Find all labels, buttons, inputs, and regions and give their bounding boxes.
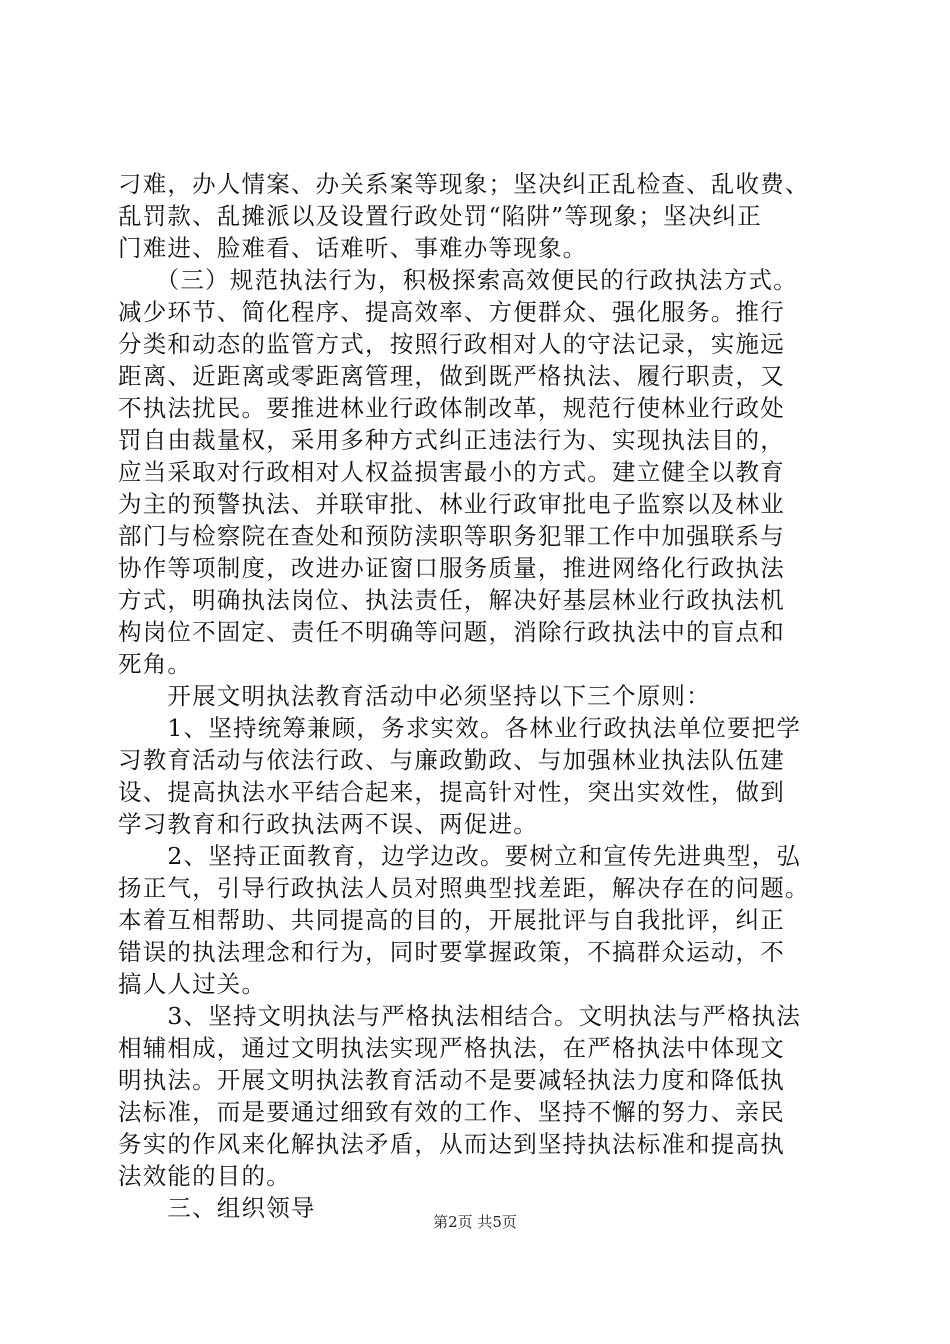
text-line: 法标准，而是要通过细致有效的工作、坚持不懈的努力、亲民	[118, 1098, 785, 1126]
text-line: 学习教育和行政执法两不误、两促进。	[118, 810, 538, 838]
text-line: 务实的作风来化解执法矛盾，从而达到坚持执法标准和提高执	[118, 1130, 785, 1158]
text-line: 法效能的目的。	[118, 1162, 291, 1190]
text-line: 应当采取对行政相对人权益损害最小的方式。建立健全以教育	[118, 458, 785, 486]
text-line: 明执法。开展文明执法教育活动不是要减轻执法力度和降低执	[118, 1066, 785, 1094]
section-heading: 三、组织领导	[118, 1194, 316, 1222]
text-line: 搞人人过关。	[118, 970, 267, 998]
text-line: 方式，明确执法岗位、执法责任，解决好基层林业行政执法机	[118, 586, 785, 614]
text-line: 协作等项制度，改进办证窗口服务质量，推进网络化行政执法	[118, 554, 785, 582]
text-line: 乱罚款、乱摊派以及设置行政处罚“陷阱”等现象；坚决纠正	[118, 202, 762, 230]
text-line: 距离、近距离或零距离管理，做到既严格执法、履行职责，又	[118, 362, 785, 390]
text-line: 罚自由裁量权，采用多种方式纠正违法行为、实现执法目的，	[118, 426, 785, 454]
page-number-footer: 第2页 共5页	[433, 1213, 517, 1231]
text-line: 错误的执法理念和行为，同时要掌握政策，不搞群众运动，不	[118, 938, 785, 966]
text-line: 为主的预警执法、并联审批、林业行政审批电子监察以及林业	[118, 490, 785, 518]
text-line: 1、坚持统筹兼顾，务求实效。各林业行政执法单位要把学	[118, 714, 802, 742]
text-line: 不执法扰民。要推进林业行政体制改革，规范行使林业行政处	[118, 394, 785, 422]
text-line: 分类和动态的监管方式，按照行政相对人的守法记录，实施远	[118, 330, 785, 358]
text-line: 门难进、脸难看、话难听、事难办等现象。	[118, 234, 588, 262]
text-line: 扬正气，引导行政执法人员对照典型找差距，解决存在的问题。	[118, 874, 810, 902]
text-line: 习教育活动与依法行政、与廉政勤政、与加强林业执法队伍建	[118, 746, 785, 774]
text-line: 部门与检察院在查处和预防渎职等职务犯罪工作中加强联系与	[118, 522, 785, 550]
text-line: 设、提高执法水平结合起来，提高针对性，突出实效性，做到	[118, 778, 785, 806]
text-line: 本着互相帮助、共同提高的目的，开展批评与自我批评，纠正	[118, 906, 785, 934]
document-body	[118, 168, 858, 1224]
text-line: 3、坚持文明执法与严格执法相结合。文明执法与严格执法	[118, 1002, 802, 1030]
text-line: （三）规范执法行为，积极探索高效便民的行政执法方式。	[118, 266, 798, 294]
text-line: 构岗位不固定、责任不明确等问题，消除行政执法中的盲点和	[118, 618, 785, 646]
text-line: 2、坚持正面教育，边学边改。要树立和宣传先进典型，弘	[118, 842, 802, 870]
text-line: 死角。	[118, 650, 193, 678]
text-line: 刁难，办人情案、办关系案等现象；坚决纠正乱检查、乱收费、	[118, 170, 810, 198]
text-line: 开展文明执法教育活动中必须坚持以下三个原则：	[118, 682, 711, 710]
text-line: 相辅相成，通过文明执法实现严格执法，在严格执法中体现文	[118, 1034, 785, 1062]
text-line: 减少环节、简化程序、提高效率、方便群众、强化服务。推行	[118, 298, 785, 326]
